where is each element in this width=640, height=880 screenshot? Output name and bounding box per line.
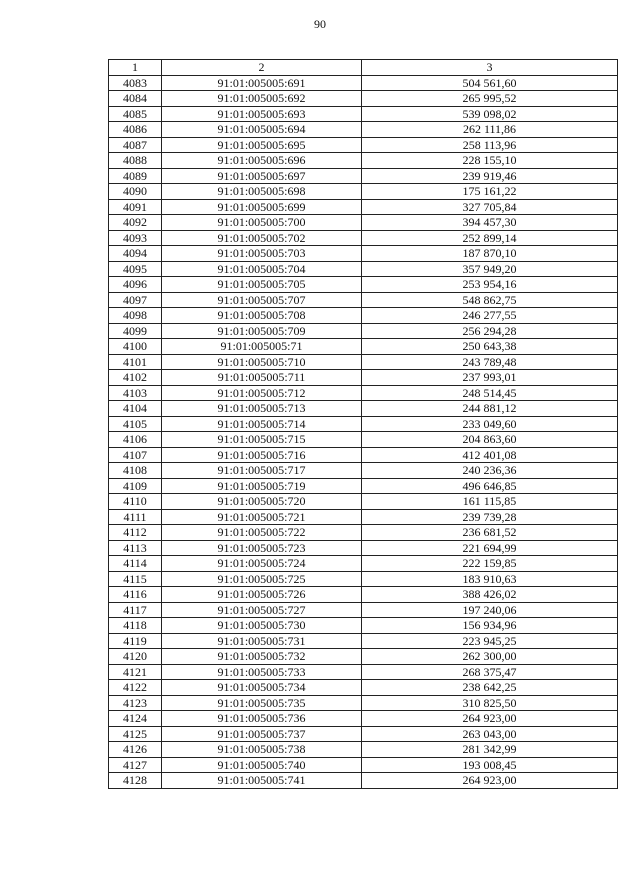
row-number-cell: 4118	[109, 618, 162, 634]
cadastral-number-cell: 91:01:005005:734	[162, 680, 362, 696]
cadastral-number-cell: 91:01:005005:691	[162, 75, 362, 91]
cadastral-number-cell: 91:01:005005:719	[162, 478, 362, 494]
table-row	[109, 587, 618, 603]
value-cell: 239 919,46	[362, 168, 618, 184]
table-row	[109, 168, 618, 184]
row-number-cell: 4124	[109, 711, 162, 727]
cadastral-number-cell: 91:01:005005:727	[162, 602, 362, 618]
cadastral-number-cell: 91:01:005005:698	[162, 184, 362, 200]
value-cell: 262 111,86	[362, 122, 618, 138]
row-number-cell: 4117	[109, 602, 162, 618]
table-row	[109, 447, 618, 463]
cadastral-number-cell: 91:01:005005:726	[162, 587, 362, 603]
value-cell: 236 681,52	[362, 525, 618, 541]
table-row	[109, 292, 618, 308]
row-number-cell: 4106	[109, 432, 162, 448]
cadastral-number-cell: 91:01:005005:700	[162, 215, 362, 231]
row-number-cell: 4084	[109, 91, 162, 107]
value-cell: 252 899,14	[362, 230, 618, 246]
row-number-cell: 4088	[109, 153, 162, 169]
value-cell: 223 945,25	[362, 633, 618, 649]
cadastral-number-cell: 91:01:005005:721	[162, 509, 362, 525]
value-cell: 253 954,16	[362, 277, 618, 293]
table-row	[109, 122, 618, 138]
table-row	[109, 106, 618, 122]
table-row	[109, 540, 618, 556]
value-cell: 237 993,01	[362, 370, 618, 386]
row-number-cell: 4114	[109, 556, 162, 572]
cadastral-number-cell: 91:01:005005:722	[162, 525, 362, 541]
value-cell: 258 113,96	[362, 137, 618, 153]
value-cell: 263 043,00	[362, 726, 618, 742]
row-number-cell: 4109	[109, 478, 162, 494]
row-number-cell: 4122	[109, 680, 162, 696]
table-row	[109, 385, 618, 401]
row-number-cell: 4107	[109, 447, 162, 463]
value-cell: 248 514,45	[362, 385, 618, 401]
value-cell: 240 236,36	[362, 463, 618, 479]
table-row	[109, 261, 618, 277]
row-number-cell: 4094	[109, 246, 162, 262]
row-number-cell: 4096	[109, 277, 162, 293]
row-number-cell: 4093	[109, 230, 162, 246]
row-number-cell: 4111	[109, 509, 162, 525]
cadastral-number-cell: 91:01:005005:724	[162, 556, 362, 572]
row-number-cell: 4125	[109, 726, 162, 742]
cadastral-number-cell: 91:01:005005:741	[162, 773, 362, 789]
value-cell: 504 561,60	[362, 75, 618, 91]
value-cell: 327 705,84	[362, 199, 618, 215]
table-row	[109, 664, 618, 680]
value-cell: 388 426,02	[362, 587, 618, 603]
cadastral-number-cell: 91:01:005005:716	[162, 447, 362, 463]
value-cell: 310 825,50	[362, 695, 618, 711]
table-row	[109, 432, 618, 448]
table-row	[109, 323, 618, 339]
table-row	[109, 75, 618, 91]
table-row	[109, 199, 618, 215]
cadastral-number-cell: 91:01:005005:736	[162, 711, 362, 727]
value-cell: 156 934,96	[362, 618, 618, 634]
table-row	[109, 308, 618, 324]
cadastral-number-cell: 91:01:005005:707	[162, 292, 362, 308]
table-row	[109, 742, 618, 758]
table-row	[109, 571, 618, 587]
row-number-cell: 4085	[109, 106, 162, 122]
value-cell: 204 863,60	[362, 432, 618, 448]
row-number-cell: 4101	[109, 354, 162, 370]
table-row	[109, 602, 618, 618]
header-row	[109, 60, 618, 76]
cadastral-number-cell: 91:01:005005:720	[162, 494, 362, 510]
table-row	[109, 230, 618, 246]
value-cell: 197 240,06	[362, 602, 618, 618]
cadastral-number-cell: 91:01:005005:693	[162, 106, 362, 122]
table-row	[109, 91, 618, 107]
value-cell: 175 161,22	[362, 184, 618, 200]
cadastral-number-cell: 91:01:005005:71	[162, 339, 362, 355]
table-row	[109, 153, 618, 169]
cadastral-number-cell: 91:01:005005:732	[162, 649, 362, 665]
value-cell: 228 155,10	[362, 153, 618, 169]
row-number-cell: 4095	[109, 261, 162, 277]
row-number-cell: 4086	[109, 122, 162, 138]
table-row	[109, 773, 618, 789]
row-number-cell: 4090	[109, 184, 162, 200]
cadastral-number-cell: 91:01:005005:708	[162, 308, 362, 324]
value-cell: 193 008,45	[362, 757, 618, 773]
value-cell: 161 115,85	[362, 494, 618, 510]
table-row	[109, 695, 618, 711]
value-cell: 221 694,99	[362, 540, 618, 556]
table-row	[109, 525, 618, 541]
row-number-cell: 4098	[109, 308, 162, 324]
row-number-cell: 4089	[109, 168, 162, 184]
value-cell: 264 923,00	[362, 711, 618, 727]
table-row	[109, 556, 618, 572]
cadastral-number-cell: 91:01:005005:733	[162, 664, 362, 680]
cadastral-number-cell: 91:01:005005:737	[162, 726, 362, 742]
value-cell: 262 300,00	[362, 649, 618, 665]
value-cell: 264 923,00	[362, 773, 618, 789]
table-body	[109, 75, 618, 788]
table-row	[109, 277, 618, 293]
row-number-cell: 4104	[109, 401, 162, 417]
row-number-cell: 4120	[109, 649, 162, 665]
value-cell: 268 375,47	[362, 664, 618, 680]
registry-table	[108, 59, 618, 789]
table-row	[109, 633, 618, 649]
table-row	[109, 215, 618, 231]
row-number-cell: 4113	[109, 540, 162, 556]
cadastral-number-cell: 91:01:005005:714	[162, 416, 362, 432]
cadastral-number-cell: 91:01:005005:713	[162, 401, 362, 417]
value-cell: 256 294,28	[362, 323, 618, 339]
value-cell: 250 643,38	[362, 339, 618, 355]
cadastral-number-cell: 91:01:005005:740	[162, 757, 362, 773]
value-cell: 244 881,12	[362, 401, 618, 417]
table-row	[109, 416, 618, 432]
cadastral-number-cell: 91:01:005005:702	[162, 230, 362, 246]
cadastral-number-cell: 91:01:005005:723	[162, 540, 362, 556]
table-row	[109, 463, 618, 479]
table-row	[109, 509, 618, 525]
row-number-cell: 4123	[109, 695, 162, 711]
value-cell: 187 870,10	[362, 246, 618, 262]
row-number-cell: 4126	[109, 742, 162, 758]
page-number: 90	[314, 17, 326, 31]
column-header-2: 2	[162, 60, 362, 76]
value-cell: 539 098,02	[362, 106, 618, 122]
cadastral-number-cell: 91:01:005005:703	[162, 246, 362, 262]
row-number-cell: 4121	[109, 664, 162, 680]
table-row	[109, 184, 618, 200]
table-row	[109, 618, 618, 634]
table-row	[109, 354, 618, 370]
row-number-cell: 4087	[109, 137, 162, 153]
cadastral-number-cell: 91:01:005005:738	[162, 742, 362, 758]
value-cell: 548 862,75	[362, 292, 618, 308]
row-number-cell: 4083	[109, 75, 162, 91]
table-row	[109, 370, 618, 386]
row-number-cell: 4116	[109, 587, 162, 603]
value-cell: 246 277,55	[362, 308, 618, 324]
column-header-3: 3	[362, 60, 618, 76]
row-number-cell: 4119	[109, 633, 162, 649]
row-number-cell: 4105	[109, 416, 162, 432]
table-row	[109, 680, 618, 696]
row-number-cell: 4115	[109, 571, 162, 587]
cadastral-number-cell: 91:01:005005:709	[162, 323, 362, 339]
row-number-cell: 4097	[109, 292, 162, 308]
cadastral-number-cell: 91:01:005005:692	[162, 91, 362, 107]
row-number-cell: 4091	[109, 199, 162, 215]
value-cell: 233 049,60	[362, 416, 618, 432]
table-row	[109, 246, 618, 262]
cadastral-number-cell: 91:01:005005:731	[162, 633, 362, 649]
cadastral-number-cell: 91:01:005005:705	[162, 277, 362, 293]
value-cell: 412 401,08	[362, 447, 618, 463]
row-number-cell: 4110	[109, 494, 162, 510]
row-number-cell: 4108	[109, 463, 162, 479]
cadastral-number-cell: 91:01:005005:715	[162, 432, 362, 448]
table-row	[109, 339, 618, 355]
table-row	[109, 757, 618, 773]
value-cell: 357 949,20	[362, 261, 618, 277]
value-cell: 496 646,85	[362, 478, 618, 494]
cadastral-number-cell: 91:01:005005:725	[162, 571, 362, 587]
cadastral-number-cell: 91:01:005005:697	[162, 168, 362, 184]
cadastral-number-cell: 91:01:005005:699	[162, 199, 362, 215]
table-row	[109, 649, 618, 665]
cadastral-number-cell: 91:01:005005:696	[162, 153, 362, 169]
cadastral-number-cell: 91:01:005005:735	[162, 695, 362, 711]
value-cell: 238 642,25	[362, 680, 618, 696]
cadastral-number-cell: 91:01:005005:710	[162, 354, 362, 370]
column-header-1: 1	[109, 60, 162, 76]
cadastral-number-cell: 91:01:005005:712	[162, 385, 362, 401]
table-row	[109, 478, 618, 494]
cadastral-number-cell: 91:01:005005:695	[162, 137, 362, 153]
value-cell: 243 789,48	[362, 354, 618, 370]
value-cell: 183 910,63	[362, 571, 618, 587]
table-row	[109, 401, 618, 417]
cadastral-number-cell: 91:01:005005:694	[162, 122, 362, 138]
value-cell: 394 457,30	[362, 215, 618, 231]
table-row	[109, 726, 618, 742]
row-number-cell: 4102	[109, 370, 162, 386]
row-number-cell: 4100	[109, 339, 162, 355]
cadastral-number-cell: 91:01:005005:730	[162, 618, 362, 634]
value-cell: 222 159,85	[362, 556, 618, 572]
row-number-cell: 4092	[109, 215, 162, 231]
table-row	[109, 137, 618, 153]
value-cell: 239 739,28	[362, 509, 618, 525]
row-number-cell: 4128	[109, 773, 162, 789]
row-number-cell: 4127	[109, 757, 162, 773]
row-number-cell: 4103	[109, 385, 162, 401]
cadastral-number-cell: 91:01:005005:711	[162, 370, 362, 386]
row-number-cell: 4112	[109, 525, 162, 541]
table-row	[109, 494, 618, 510]
row-number-cell: 4099	[109, 323, 162, 339]
value-cell: 281 342,99	[362, 742, 618, 758]
cadastral-number-cell: 91:01:005005:717	[162, 463, 362, 479]
value-cell: 265 995,52	[362, 91, 618, 107]
table-row	[109, 711, 618, 727]
cadastral-number-cell: 91:01:005005:704	[162, 261, 362, 277]
